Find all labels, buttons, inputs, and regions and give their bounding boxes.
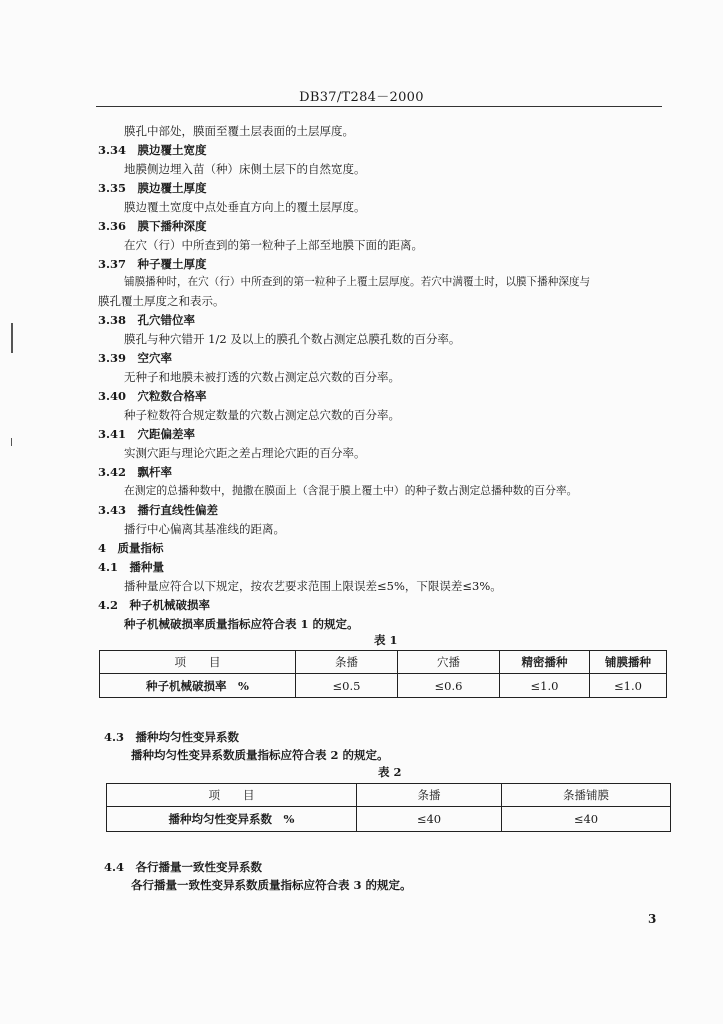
table-1-cell: ≤0.6 (398, 674, 500, 698)
table-1-caption: 表 1 (374, 633, 398, 647)
clause-heading: 3.38 孔穴错位率 (98, 313, 196, 327)
clause-heading: 4.3 播种均匀性变异系数 (104, 730, 240, 744)
table-2-cell: ≤40 (357, 807, 502, 832)
paragraph-line: 膜孔中部处，膜面至覆土层表面的土层厚度。 (124, 124, 354, 138)
table-2-header-cell: 项 目 (107, 784, 357, 807)
table-2-cell: 播种均匀性变异系数 % (107, 807, 357, 832)
table-1-header-cell: 穴播 (398, 651, 500, 674)
clause-heading: 3.41 穴距偏差率 (98, 427, 196, 441)
table-1-cell: ≤1.0 (500, 674, 590, 698)
scan-mark (11, 438, 12, 446)
paragraph-line: 无种子和地膜未被打透的穴数占测定总穴数的百分率。 (124, 370, 400, 384)
table-1 (99, 650, 667, 698)
paragraph-line: 播种均匀性变异系数质量指标应符合表 2 的规定。 (131, 748, 389, 762)
table-1-header-cell: 铺膜播种 (590, 651, 667, 674)
paragraph-line: 膜孔覆土厚度之和表示。 (98, 294, 225, 308)
paragraph-line: 播行中心偏离其基准线的距离。 (124, 522, 285, 536)
clause-heading: 3.37 种子覆土厚度 (98, 257, 207, 271)
table-2-caption: 表 2 (378, 765, 402, 779)
table-2-cell: ≤40 (502, 807, 671, 832)
paragraph-line: 种子机械破损率质量指标应符合表 1 的规定。 (124, 617, 359, 631)
clause-heading: 3.40 穴粒数合格率 (98, 389, 207, 403)
clause-heading: 3.35 膜边覆土厚度 (98, 181, 207, 195)
clause-heading: 3.34 膜边覆土宽度 (98, 143, 207, 157)
clause-heading: 3.36 膜下播种深度 (98, 219, 207, 233)
header-rule (96, 106, 662, 107)
paragraph-line: 铺膜播种时，在穴（行）中所查到的第一粒种子上覆土层厚度。若穴中满覆土时，以膜下播种深度与 (124, 276, 591, 288)
table-1-header-cell: 项 目 (100, 651, 296, 674)
section-heading: 4 质量指标 (98, 541, 164, 555)
paragraph-line: 在测定的总播种数中，抛撒在膜面上（含混于膜上覆土中）的种子数占测定总播种数的百分率。 (124, 484, 578, 497)
clause-heading: 3.42 飘杆率 (98, 465, 173, 479)
table-2 (106, 783, 671, 832)
scan-mark (11, 323, 13, 353)
paragraph-line: 实测穴距与理论穴距之差占理论穴距的百分率。 (124, 446, 366, 460)
table-1-header-cell: 精密播种 (500, 651, 590, 674)
paragraph-line: 播种量应符合以下规定，按农艺要求范围上限误差≤5%，下限误差≤3%。 (124, 579, 502, 593)
clause-heading: 3.39 空穴率 (98, 351, 173, 365)
paragraph-line: 地膜侧边埋入苗（种）床侧土层下的自然宽度。 (124, 162, 366, 176)
paragraph-line: 在穴（行）中所查到的第一粒种子上部至地膜下面的距离。 (124, 238, 423, 252)
page-number: 3 (648, 912, 657, 926)
clause-heading: 4.2 种子机械破损率 (98, 598, 211, 612)
table-1-cell: ≤0.5 (296, 674, 398, 698)
clause-heading: 4.1 播种量 (98, 560, 165, 574)
paragraph-line: 各行播量一致性变异系数质量指标应符合表 3 的规定。 (131, 878, 412, 892)
table-1-cell: ≤1.0 (590, 674, 667, 698)
clause-heading: 4.4 各行播量一致性变异系数 (104, 860, 263, 874)
table-2-header-cell: 条播 (357, 784, 502, 807)
paragraph-line: 膜边覆土宽度中点处垂直方向上的覆土层厚度。 (124, 200, 366, 214)
table-2-header-cell: 条播铺膜 (502, 784, 671, 807)
table-1-cell: 种子机械破损率 % (100, 674, 296, 698)
paragraph-line: 种子粒数符合规定数量的穴数占测定总穴数的百分率。 (124, 408, 400, 422)
document-header-code: DB37/T284－2000 (299, 90, 424, 105)
clause-heading: 3.43 播行直线性偏差 (98, 503, 219, 517)
table-1-header-cell: 条播 (296, 651, 398, 674)
paragraph-line: 膜孔与种穴错开 1/2 及以上的膜孔个数占测定总膜孔数的百分率。 (124, 332, 461, 346)
